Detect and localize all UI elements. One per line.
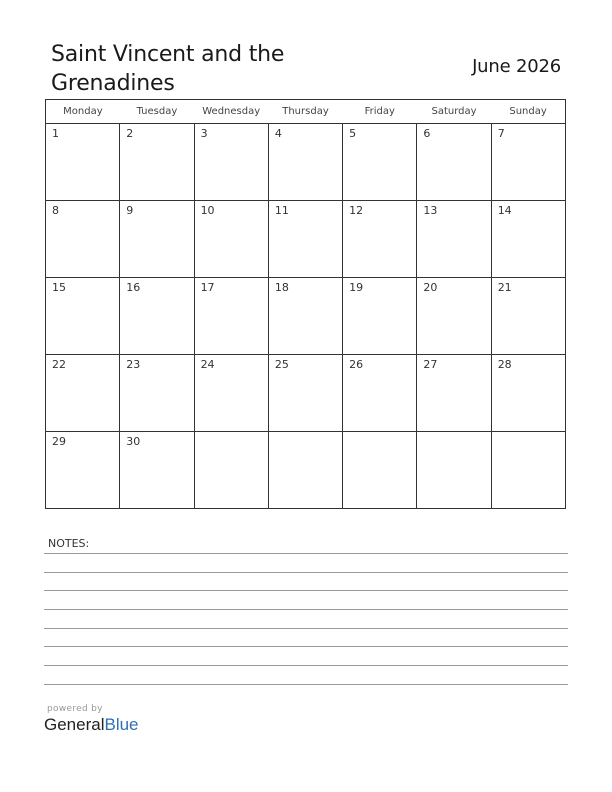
weekday-header: Tuesday [120, 100, 194, 124]
day-number: 25 [274, 358, 289, 371]
day-cell [491, 355, 565, 432]
weekday-header: Thursday [268, 100, 342, 124]
day-number: 15 [52, 281, 66, 294]
day-cell [194, 124, 268, 201]
weekday-header-row [46, 100, 566, 124]
day-number [195, 432, 268, 435]
day-cell [268, 355, 342, 432]
day-cell [268, 124, 342, 201]
day-number: 30 [126, 435, 141, 448]
title-line-2: Grenadines [51, 71, 175, 96]
day-cell [417, 278, 491, 355]
day-cell [194, 278, 268, 355]
day-cell [268, 432, 342, 509]
day-cell [194, 201, 268, 278]
day-cell [46, 201, 120, 278]
day-cell [491, 201, 565, 278]
weekday-header: Saturday [417, 100, 491, 124]
month-year-label: June 2026 [472, 56, 561, 77]
day-number: 29 [52, 435, 66, 448]
notes-label: NOTES: [48, 537, 90, 550]
day-number: 4 [274, 127, 282, 140]
day-number: 23 [126, 358, 141, 371]
day-cell [194, 355, 268, 432]
day-number: 20 [423, 281, 438, 294]
day-number: 14 [497, 204, 512, 217]
note-line [44, 572, 568, 573]
day-number: 3 [200, 127, 208, 140]
calendar-week-row [46, 278, 566, 355]
day-number: 21 [497, 281, 512, 294]
day-number: 2 [126, 127, 134, 140]
weekday-header: Friday [343, 100, 417, 124]
day-number: 24 [200, 358, 215, 371]
brand-wordmark [44, 715, 139, 735]
day-cell [491, 124, 565, 201]
note-line [44, 665, 568, 666]
powered-by-text: powered by [47, 704, 103, 714]
day-number: 17 [200, 281, 215, 294]
day-number: 27 [423, 358, 438, 371]
calendar-week-row [46, 355, 566, 432]
day-number: 6 [423, 127, 431, 140]
day-number: 12 [349, 204, 364, 217]
day-number: 8 [52, 204, 59, 217]
weekday-header: Wednesday [194, 100, 268, 124]
note-line [44, 646, 568, 647]
day-number: 18 [274, 281, 289, 294]
day-number: 19 [349, 281, 364, 294]
note-line [44, 590, 568, 591]
day-number [269, 432, 342, 435]
day-cell [343, 432, 417, 509]
day-cell [417, 432, 491, 509]
generalblue-logo[interactable] [44, 704, 139, 735]
day-cell [491, 278, 565, 355]
note-line [44, 609, 568, 610]
day-cell [46, 432, 120, 509]
day-number [417, 432, 490, 435]
day-cell [120, 355, 194, 432]
day-number: 22 [52, 358, 66, 371]
day-number: 16 [126, 281, 141, 294]
day-cell [268, 201, 342, 278]
calendar-title [51, 40, 284, 98]
day-cell [194, 432, 268, 509]
day-number [343, 432, 416, 435]
day-cell [343, 124, 417, 201]
calendar-week-row [46, 124, 566, 201]
calendar-week-row [46, 432, 566, 509]
day-cell [120, 278, 194, 355]
day-number: 9 [126, 204, 134, 217]
day-cell [120, 432, 194, 509]
calendar-week-row [46, 201, 566, 278]
weekday-header: Monday [46, 100, 120, 124]
note-line [44, 553, 568, 554]
day-number: 10 [200, 204, 215, 217]
day-number: 5 [349, 127, 357, 140]
brand-general: General [44, 715, 105, 734]
day-number: 11 [274, 204, 289, 217]
day-cell [417, 201, 491, 278]
calendar-grid [45, 99, 566, 509]
day-cell [46, 355, 120, 432]
day-cell [46, 278, 120, 355]
day-cell [343, 201, 417, 278]
day-cell [343, 355, 417, 432]
day-number: 28 [497, 358, 512, 371]
day-number: 7 [497, 127, 505, 140]
day-number [492, 432, 565, 435]
note-line [44, 628, 568, 629]
day-cell [491, 432, 565, 509]
brand-blue: Blue [104, 715, 139, 734]
day-cell [268, 278, 342, 355]
day-cell [343, 278, 417, 355]
day-number: 26 [349, 358, 364, 371]
day-number: 13 [423, 204, 438, 217]
title-line-1: Saint Vincent and the [51, 42, 285, 67]
weekday-header: Sunday [491, 100, 565, 124]
day-cell [417, 124, 491, 201]
day-number: 1 [52, 127, 59, 140]
day-cell [417, 355, 491, 432]
day-cell [120, 124, 194, 201]
day-cell [120, 201, 194, 278]
day-cell [46, 124, 120, 201]
note-line [44, 684, 568, 685]
